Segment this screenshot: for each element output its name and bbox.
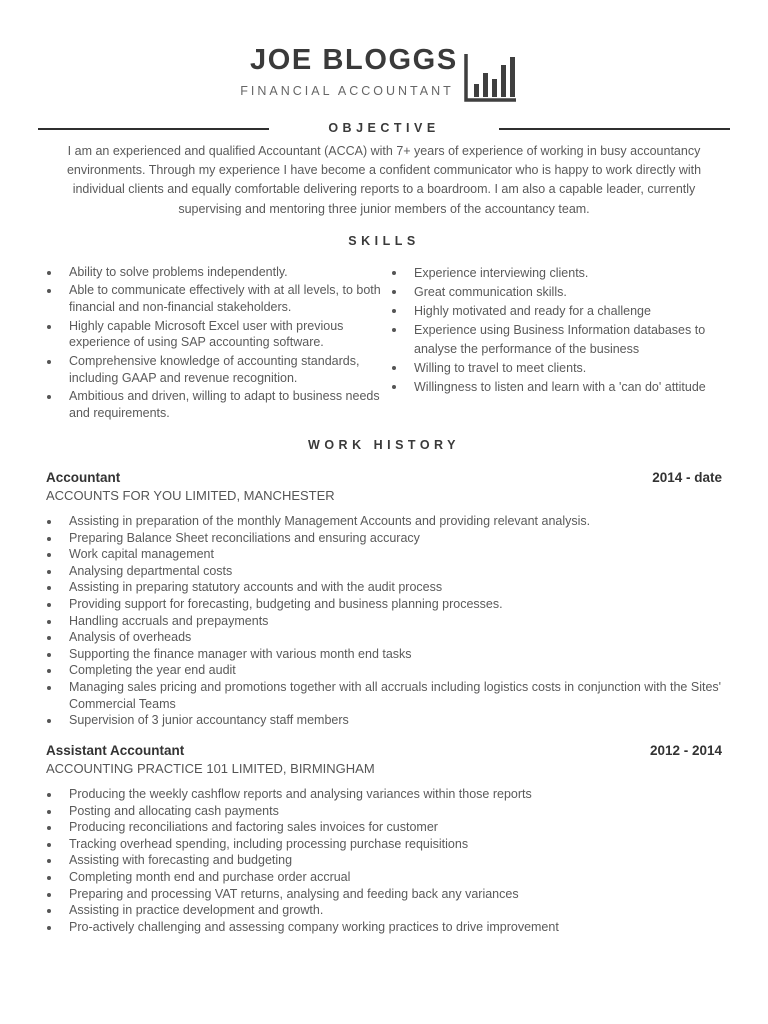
skills-list-left xyxy=(46,264,381,423)
duty-item: Analysis of overheads xyxy=(46,629,722,646)
duty-item: Completing the year end audit xyxy=(46,662,722,679)
duty-item: Tracking overhead spending, including processing purchase requisitions xyxy=(46,836,722,853)
duty-item: Pro-actively challenging and assessing company working practices to drive improvement xyxy=(46,919,722,936)
duty-item: Assisting in preparation of the monthly Management Accounts and providing relevant analysis. xyxy=(46,513,722,530)
job-title: Accountant xyxy=(46,470,121,485)
job-dates: 2012 - 2014 xyxy=(649,743,722,758)
skill-item: Willing to travel to meet clients. xyxy=(391,359,731,378)
skill-item: Willingness to listen and learn with a 'can do' attitude xyxy=(391,378,731,397)
objective-text: I am an experienced and qualified Accountant (ACCA) with 7+ years of experience of working in busy accountancy environments. Through my experience I have become a confident communicator who is happy to work directly with individual clients and equally comfortable delivering reports to a boardroom. I am also a capable leader, currently supervising and mentoring three junior members of the accountancy team. xyxy=(66,144,702,216)
duty-item: Work capital management xyxy=(46,546,722,563)
duty-item: Assisting with forecasting and budgeting xyxy=(46,852,722,869)
skill-item: Able to communicate effectively with at all levels, to both financial and non-financial stakeholders. xyxy=(46,282,381,316)
job-dates: 2014 - date xyxy=(652,470,722,485)
duty-item: Assisting in practice development and growth. xyxy=(46,902,722,919)
skill-item: Highly capable Microsoft Excel user with previous experience of using SAP accounting software. xyxy=(46,318,381,352)
job-duties xyxy=(46,513,722,729)
duty-item: Supervision of 3 junior accountancy staff members xyxy=(46,712,722,729)
job-entry xyxy=(46,470,722,730)
duty-item: Managing sales pricing and promotions together with all accruals including logistics costs in conjunction with the Sites' Commercial Teams xyxy=(46,679,722,712)
job-entry xyxy=(46,743,722,943)
duty-item: Producing the weekly cashflow reports and analysing variances within those reports xyxy=(46,786,722,803)
duty-item: Analysing departmental costs xyxy=(46,563,722,580)
skill-item: Comprehensive knowledge of accounting standards, including GAAP and revenue recognition. xyxy=(46,353,381,387)
skill-item: Highly motivated and ready for a challenge xyxy=(391,302,731,321)
job-title: Assistant Accountant xyxy=(46,743,185,758)
duty-item: Preparing Balance Sheet reconciliations and ensuring accuracy xyxy=(46,530,722,547)
bar-chart-icon xyxy=(464,53,518,103)
resume-header xyxy=(0,0,768,110)
work-history-heading: WORK HISTORY xyxy=(308,438,460,452)
skills-list-right xyxy=(391,264,731,397)
duty-item: Preparing and processing VAT returns, analysing and feeding back any variances xyxy=(46,886,722,903)
job-company: ACCOUNTS FOR YOU LIMITED, MANCHESTER xyxy=(46,488,335,503)
skill-item: Great communication skills. xyxy=(391,283,731,302)
duty-item: Completing month end and purchase order accrual xyxy=(46,869,722,886)
job-company: ACCOUNTING PRACTICE 101 LIMITED, BIRMINGHAM xyxy=(46,761,375,776)
skill-item: Ability to solve problems independently. xyxy=(46,264,381,281)
job-duties xyxy=(46,786,722,935)
duty-item: Providing support for forecasting, budgeting and business planning processes. xyxy=(46,596,722,613)
candidate-name: JOE BLOGGS xyxy=(250,44,458,76)
duty-item: Handling accruals and prepayments xyxy=(46,613,722,630)
skill-item: Experience using Business Information databases to analyse the performance of the business xyxy=(391,321,731,359)
objective-heading: OBJECTIVE xyxy=(328,121,440,135)
duty-item: Assisting in preparing statutory accounts and with the audit process xyxy=(46,579,722,596)
skill-item: Ambitious and driven, willing to adapt to business needs and requirements. xyxy=(46,388,381,422)
skill-item: Experience interviewing clients. xyxy=(391,264,731,283)
duty-item: Producing reconciliations and factoring sales invoices for customer xyxy=(46,819,722,836)
duty-item: Posting and allocating cash payments xyxy=(46,803,722,820)
skills-heading: SKILLS xyxy=(348,234,420,248)
candidate-title: FINANCIAL ACCOUNTANT xyxy=(240,84,454,98)
duty-item: Supporting the finance manager with various month end tasks xyxy=(46,646,722,663)
